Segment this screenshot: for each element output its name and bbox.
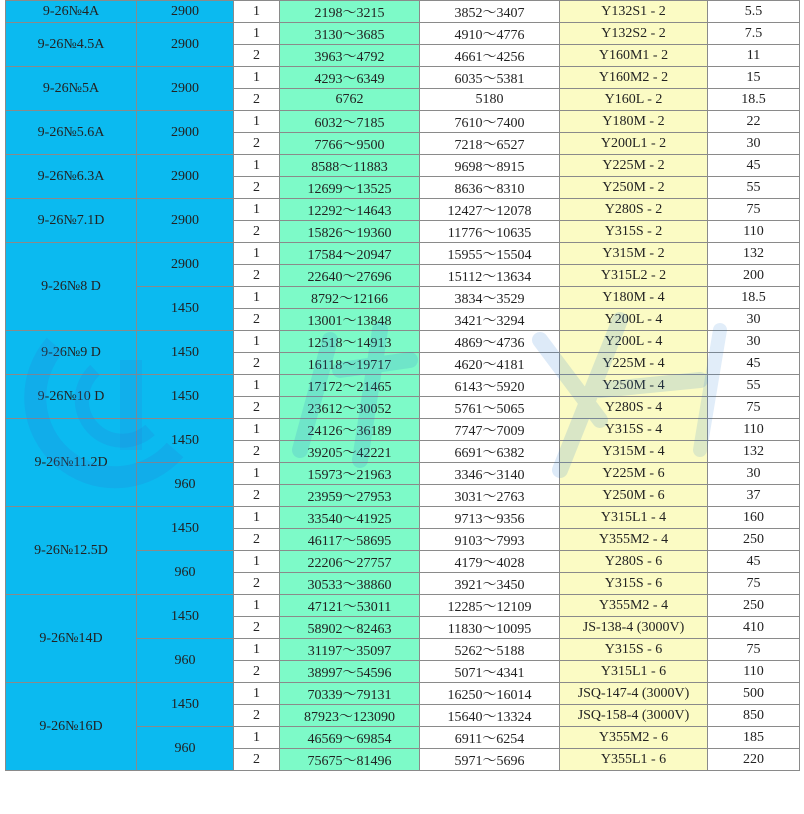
motor-cell: Y160M2 - 2 <box>560 67 708 89</box>
power-cell: 500 <box>708 683 800 705</box>
table-row <box>6 331 800 353</box>
flow-cell: 70339～79131 <box>280 683 420 705</box>
pressure-cell: 9713～9356 <box>420 507 560 529</box>
flow-cell: 15826～19360 <box>280 221 420 243</box>
power-cell: 22 <box>708 111 800 133</box>
flow-cell: 13001～13848 <box>280 309 420 331</box>
speed-cell: 1450 <box>137 287 234 331</box>
flow-cell: 6032～7185 <box>280 111 420 133</box>
speed-cell: 2900 <box>137 1 234 23</box>
power-cell: 30 <box>708 331 800 353</box>
model-cell: 9-26№16D <box>6 683 137 771</box>
row-number-cell: 1 <box>234 155 280 177</box>
flow-cell: 3963～4792 <box>280 45 420 67</box>
table-row <box>6 67 800 89</box>
row-number-cell: 1 <box>234 331 280 353</box>
motor-cell: JSQ-147-4 (3000V) <box>560 683 708 705</box>
speed-cell: 1450 <box>137 507 234 551</box>
motor-cell: Y225M - 4 <box>560 353 708 375</box>
power-cell: 75 <box>708 199 800 221</box>
power-cell: 132 <box>708 243 800 265</box>
power-cell: 55 <box>708 375 800 397</box>
speed-cell: 1450 <box>137 595 234 639</box>
speed-cell: 960 <box>137 727 234 771</box>
power-cell: 15 <box>708 67 800 89</box>
table-row <box>6 23 800 45</box>
motor-cell: Y315L1 - 4 <box>560 507 708 529</box>
pressure-cell: 4910～4776 <box>420 23 560 45</box>
flow-cell: 12292～14643 <box>280 199 420 221</box>
motor-cell: Y315S - 4 <box>560 419 708 441</box>
row-number-cell: 2 <box>234 397 280 419</box>
pressure-cell: 11776～10635 <box>420 221 560 243</box>
pressure-cell: 6143～5920 <box>420 375 560 397</box>
power-cell: 75 <box>708 397 800 419</box>
fan-spec-table <box>5 0 800 771</box>
speed-cell: 2900 <box>137 67 234 111</box>
motor-cell: Y315M - 4 <box>560 441 708 463</box>
row-number-cell: 1 <box>234 1 280 23</box>
motor-cell: Y315S - 6 <box>560 639 708 661</box>
power-cell: 30 <box>708 463 800 485</box>
pressure-cell: 16250～16014 <box>420 683 560 705</box>
pressure-cell: 15955～15504 <box>420 243 560 265</box>
model-cell: 9-26№7.1D <box>6 199 137 243</box>
row-number-cell: 1 <box>234 111 280 133</box>
motor-cell: Y250M - 6 <box>560 485 708 507</box>
power-cell: 110 <box>708 661 800 683</box>
row-number-cell: 2 <box>234 221 280 243</box>
power-cell: 110 <box>708 419 800 441</box>
flow-cell: 2198～3215 <box>280 1 420 23</box>
row-number-cell: 2 <box>234 265 280 287</box>
motor-cell: Y225M - 2 <box>560 155 708 177</box>
pressure-cell: 4620～4181 <box>420 353 560 375</box>
table-row <box>6 507 800 529</box>
speed-cell: 2900 <box>137 111 234 155</box>
power-cell: 7.5 <box>708 23 800 45</box>
flow-cell: 8792～12166 <box>280 287 420 309</box>
motor-cell: Y200L - 4 <box>560 331 708 353</box>
speed-cell: 1450 <box>137 331 234 375</box>
flow-cell: 87923～123090 <box>280 705 420 727</box>
motor-cell: Y280S - 4 <box>560 397 708 419</box>
model-cell: 9-26№5.6A <box>6 111 137 155</box>
flow-cell: 30533～38860 <box>280 573 420 595</box>
flow-cell: 7766～9500 <box>280 133 420 155</box>
power-cell: 132 <box>708 441 800 463</box>
row-number-cell: 2 <box>234 573 280 595</box>
row-number-cell: 1 <box>234 639 280 661</box>
flow-cell: 23612～30052 <box>280 397 420 419</box>
power-cell: 30 <box>708 309 800 331</box>
speed-cell: 960 <box>137 551 234 595</box>
motor-cell: Y200L - 4 <box>560 309 708 331</box>
pressure-cell: 11830～10095 <box>420 617 560 639</box>
model-cell: 9-26№5A <box>6 67 137 111</box>
flow-cell: 33540～41925 <box>280 507 420 529</box>
motor-cell: Y250M - 2 <box>560 177 708 199</box>
flow-cell: 47121～53011 <box>280 595 420 617</box>
row-number-cell: 1 <box>234 463 280 485</box>
pressure-cell: 5180 <box>420 89 560 111</box>
flow-cell: 16118～19717 <box>280 353 420 375</box>
row-number-cell: 1 <box>234 507 280 529</box>
row-number-cell: 2 <box>234 45 280 67</box>
flow-cell: 58902～82463 <box>280 617 420 639</box>
motor-cell: Y160L - 2 <box>560 89 708 111</box>
table-row <box>6 155 800 177</box>
pressure-cell: 15640～13324 <box>420 705 560 727</box>
row-number-cell: 1 <box>234 595 280 617</box>
power-cell: 45 <box>708 353 800 375</box>
motor-cell: JSQ-158-4 (3000V) <box>560 705 708 727</box>
model-cell: 9-26№4.5A <box>6 23 137 67</box>
model-cell: 9-26№11.2D <box>6 419 137 507</box>
pressure-cell: 6911～6254 <box>420 727 560 749</box>
pressure-cell: 6035～5381 <box>420 67 560 89</box>
flow-cell: 46117～58695 <box>280 529 420 551</box>
flow-cell: 39205～42221 <box>280 441 420 463</box>
pressure-cell: 5761～5065 <box>420 397 560 419</box>
power-cell: 250 <box>708 595 800 617</box>
power-cell: 45 <box>708 551 800 573</box>
motor-cell: Y132S2 - 2 <box>560 23 708 45</box>
power-cell: 18.5 <box>708 287 800 309</box>
speed-cell: 2900 <box>137 155 234 199</box>
motor-cell: JS-138-4 (3000V) <box>560 617 708 639</box>
flow-cell: 17584～20947 <box>280 243 420 265</box>
model-cell: 9-26№14D <box>6 595 137 683</box>
power-cell: 250 <box>708 529 800 551</box>
pressure-cell: 4661～4256 <box>420 45 560 67</box>
row-number-cell: 1 <box>234 419 280 441</box>
motor-cell: Y315S - 6 <box>560 573 708 595</box>
power-cell: 11 <box>708 45 800 67</box>
row-number-cell: 1 <box>234 287 280 309</box>
table-row <box>6 1 800 23</box>
flow-cell: 8588～11883 <box>280 155 420 177</box>
pressure-cell: 15112～13634 <box>420 265 560 287</box>
motor-cell: Y315M - 2 <box>560 243 708 265</box>
row-number-cell: 2 <box>234 705 280 727</box>
row-number-cell: 2 <box>234 441 280 463</box>
motor-cell: Y355M2 - 4 <box>560 529 708 551</box>
row-number-cell: 2 <box>234 309 280 331</box>
row-number-cell: 2 <box>234 749 280 771</box>
model-cell: 9-26№4A <box>6 1 137 23</box>
row-number-cell: 1 <box>234 683 280 705</box>
pressure-cell: 5262～5188 <box>420 639 560 661</box>
speed-cell: 1450 <box>137 683 234 727</box>
motor-cell: Y280S - 2 <box>560 199 708 221</box>
model-cell: 9-26№8 D <box>6 243 137 331</box>
pressure-cell: 3834～3529 <box>420 287 560 309</box>
power-cell: 185 <box>708 727 800 749</box>
flow-cell: 4293～6349 <box>280 67 420 89</box>
table-row <box>6 375 800 397</box>
row-number-cell: 2 <box>234 133 280 155</box>
flow-cell: 23959～27953 <box>280 485 420 507</box>
model-cell: 9-26№9 D <box>6 331 137 375</box>
flow-cell: 12699～13525 <box>280 177 420 199</box>
motor-cell: Y180M - 4 <box>560 287 708 309</box>
model-cell: 9-26№10 D <box>6 375 137 419</box>
pressure-cell: 7218～6527 <box>420 133 560 155</box>
model-cell: 9-26№12.5D <box>6 507 137 595</box>
row-number-cell: 1 <box>234 67 280 89</box>
pressure-cell: 7747～7009 <box>420 419 560 441</box>
flow-cell: 22640～27696 <box>280 265 420 287</box>
row-number-cell: 2 <box>234 89 280 111</box>
speed-cell: 1450 <box>137 375 234 419</box>
power-cell: 160 <box>708 507 800 529</box>
motor-cell: Y355M2 - 6 <box>560 727 708 749</box>
pressure-cell: 3852～3407 <box>420 1 560 23</box>
row-number-cell: 2 <box>234 661 280 683</box>
motor-cell: Y250M - 4 <box>560 375 708 397</box>
row-number-cell: 2 <box>234 617 280 639</box>
power-cell: 850 <box>708 705 800 727</box>
row-number-cell: 1 <box>234 551 280 573</box>
power-cell: 410 <box>708 617 800 639</box>
pressure-cell: 4179～4028 <box>420 551 560 573</box>
power-cell: 30 <box>708 133 800 155</box>
speed-cell: 2900 <box>137 23 234 67</box>
pressure-cell: 12285～12109 <box>420 595 560 617</box>
flow-cell: 15973～21963 <box>280 463 420 485</box>
power-cell: 37 <box>708 485 800 507</box>
flow-cell: 31197～35097 <box>280 639 420 661</box>
motor-cell: Y200L1 - 2 <box>560 133 708 155</box>
motor-cell: Y180M - 2 <box>560 111 708 133</box>
power-cell: 75 <box>708 639 800 661</box>
row-number-cell: 2 <box>234 177 280 199</box>
pressure-cell: 12427～12078 <box>420 199 560 221</box>
pressure-cell: 8636～8310 <box>420 177 560 199</box>
power-cell: 55 <box>708 177 800 199</box>
motor-cell: Y225M - 6 <box>560 463 708 485</box>
pressure-cell: 9103～7993 <box>420 529 560 551</box>
power-cell: 45 <box>708 155 800 177</box>
power-cell: 5.5 <box>708 1 800 23</box>
pressure-cell: 7610～7400 <box>420 111 560 133</box>
pressure-cell: 3346～3140 <box>420 463 560 485</box>
speed-cell: 960 <box>137 639 234 683</box>
flow-cell: 38997～54596 <box>280 661 420 683</box>
table-body <box>6 1 800 771</box>
row-number-cell: 1 <box>234 199 280 221</box>
pressure-cell: 9698～8915 <box>420 155 560 177</box>
flow-cell: 46569～69854 <box>280 727 420 749</box>
flow-cell: 3130～3685 <box>280 23 420 45</box>
pressure-cell: 6691～6382 <box>420 441 560 463</box>
flow-cell: 24126～36189 <box>280 419 420 441</box>
power-cell: 18.5 <box>708 89 800 111</box>
speed-cell: 1450 <box>137 419 234 463</box>
model-cell: 9-26№6.3A <box>6 155 137 199</box>
power-cell: 75 <box>708 573 800 595</box>
flow-cell: 22206～27757 <box>280 551 420 573</box>
table-row <box>6 419 800 441</box>
speed-cell: 960 <box>137 463 234 507</box>
table-row <box>6 111 800 133</box>
row-number-cell: 1 <box>234 23 280 45</box>
row-number-cell: 2 <box>234 529 280 551</box>
speed-cell: 2900 <box>137 199 234 243</box>
flow-cell: 17172～21465 <box>280 375 420 397</box>
motor-cell: Y160M1 - 2 <box>560 45 708 67</box>
row-number-cell: 1 <box>234 727 280 749</box>
power-cell: 110 <box>708 221 800 243</box>
motor-cell: Y355M2 - 4 <box>560 595 708 617</box>
motor-cell: Y315S - 2 <box>560 221 708 243</box>
row-number-cell: 2 <box>234 485 280 507</box>
power-cell: 200 <box>708 265 800 287</box>
pressure-cell: 3421～3294 <box>420 309 560 331</box>
motor-cell: Y315L2 - 2 <box>560 265 708 287</box>
table-row <box>6 595 800 617</box>
row-number-cell: 1 <box>234 243 280 265</box>
speed-cell: 2900 <box>137 243 234 287</box>
flow-cell: 75675～81496 <box>280 749 420 771</box>
table-row <box>6 683 800 705</box>
table-row <box>6 199 800 221</box>
row-number-cell: 1 <box>234 375 280 397</box>
motor-cell: Y355L1 - 6 <box>560 749 708 771</box>
pressure-cell: 5071～4341 <box>420 661 560 683</box>
power-cell: 220 <box>708 749 800 771</box>
motor-cell: Y315L1 - 6 <box>560 661 708 683</box>
flow-cell: 12518～14913 <box>280 331 420 353</box>
motor-cell: Y132S1 - 2 <box>560 1 708 23</box>
pressure-cell: 3921～3450 <box>420 573 560 595</box>
row-number-cell: 2 <box>234 353 280 375</box>
motor-cell: Y280S - 6 <box>560 551 708 573</box>
table-row <box>6 243 800 265</box>
pressure-cell: 5971～5696 <box>420 749 560 771</box>
pressure-cell: 3031～2763 <box>420 485 560 507</box>
flow-cell: 6762 <box>280 89 420 111</box>
pressure-cell: 4869～4736 <box>420 331 560 353</box>
